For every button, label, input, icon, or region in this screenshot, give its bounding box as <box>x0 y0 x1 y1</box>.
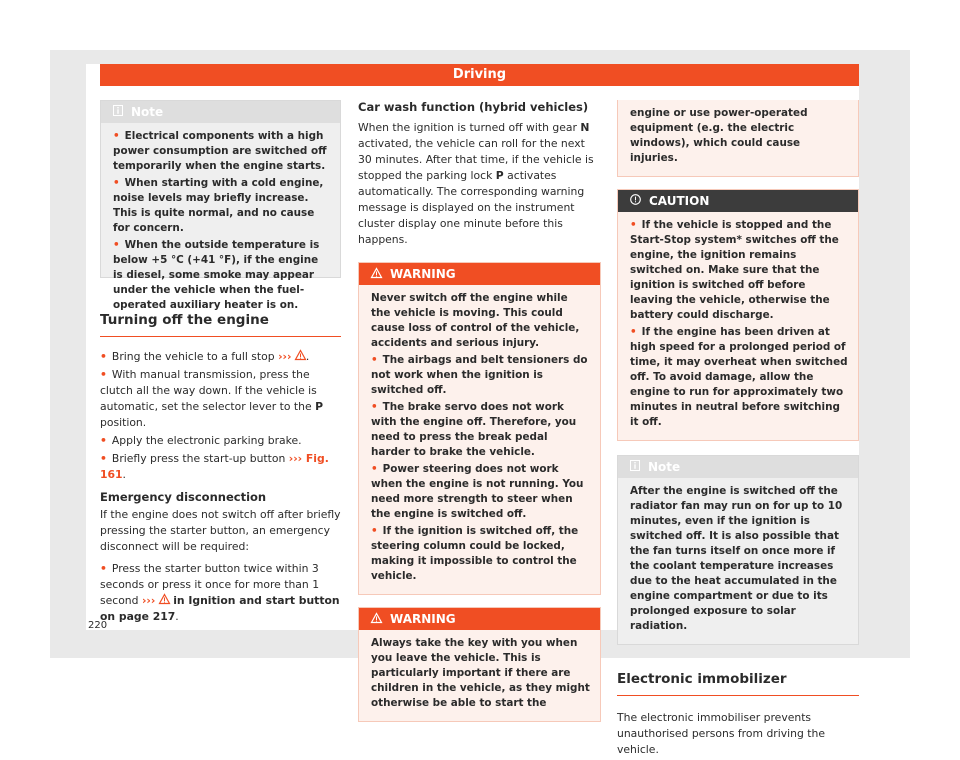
page-number: 220 <box>88 620 108 631</box>
car-wash-title: Car wash function (hybrid vehicles) <box>358 100 589 114</box>
cross-reference-link[interactable]: ››› <box>278 350 292 363</box>
warning-triangle-icon <box>371 608 382 630</box>
warning-label: WARNING <box>390 612 456 626</box>
warning-triangle-icon <box>159 594 170 607</box>
info-icon <box>630 456 640 478</box>
warning-triangle-icon <box>371 263 382 285</box>
note-box <box>617 455 859 645</box>
warning-body <box>359 630 600 721</box>
caution-box <box>617 189 859 441</box>
note-body <box>101 123 340 323</box>
note-text: After the engine is switched off the radiator fan may run on for up to 10 minutes, even if the ignition is switched off. It is also possible that the fan turns itself on once more if the coolant temperature increases due to the heat accumulated in the engine compartment or due to its prolonged exposure to solar radiation. <box>630 485 843 632</box>
list-item: • With manual transmission, press the clutch all the way down. If the vehicle is automatic, set the selector lever to the P position. <box>100 367 341 431</box>
caution-icon <box>630 190 641 212</box>
warning-triangle-icon <box>295 350 306 363</box>
list-item: • Apply the electronic parking brake. <box>100 433 341 449</box>
warning-text: Always take the key with you when you leave the vehicle. This is particularly important if there are children in the vehicle, as they might otherwise be able to start the <box>371 637 590 709</box>
note-label: Note <box>648 460 681 474</box>
immobilizer-text: The electronic immobiliser prevents unauthorised persons from driving the vehicle. <box>617 711 825 756</box>
note-header <box>618 456 858 478</box>
figure-reference-link[interactable]: ››› Fig. 161 <box>100 452 329 481</box>
warning-body <box>618 100 858 176</box>
note-label: Note <box>131 105 164 119</box>
warning-header <box>359 263 600 285</box>
note-item: • When the outside temperature is below +5 °C (+41 °F), if the engine is diesel, some smoke may appear under the vehicle when the fuel-operated auxiliary heater is on. <box>113 238 330 313</box>
cross-reference-link[interactable]: ››› <box>141 594 156 607</box>
caution-label: CAUTION <box>649 194 710 208</box>
info-icon <box>113 101 123 123</box>
emergency-text: If the engine does not switch off after briefly pressing the starter button, an emergency disconnect will be required: <box>100 508 341 553</box>
car-wash-text: When the ignition is turned off with gear N activated, the vehicle can roll for the next 30 minutes. After that time, if the vehicle is stopped the parking lock P activates automatically. The corresponding warning message is displayed on the instrument cluster display one minute before this happens. <box>358 121 594 246</box>
caution-item: • If the engine has been driven at high speed for a prolonged period of time, it may overheat when switched off. To avoid damage, allow the engine to run for approximately two minutes in neutral before switching it off. <box>630 325 848 430</box>
emergency-title: Emergency disconnection <box>100 490 267 504</box>
caution-header <box>618 190 858 212</box>
warning-body <box>359 285 600 594</box>
warning-header <box>359 608 600 630</box>
turning-off-body <box>100 349 341 625</box>
warning-text: engine or use power-operated equipment (e.g. the electric windows), which could cause injuries. <box>630 107 808 164</box>
list-item: • Bring the vehicle to a full stop ››› . <box>100 349 341 365</box>
warning-intro: Never switch off the engine while the vehicle is moving. This could cause loss of control of the vehicle, accidents and serious injury. <box>371 292 580 349</box>
warning-item: • If the ignition is switched off, the steering column could be locked, making it impossible to control the vehicle. <box>371 524 590 584</box>
note-header <box>101 101 340 123</box>
column-left <box>100 100 341 627</box>
note-body <box>618 478 858 644</box>
page-reference-link[interactable]: in Ignition and start button on page 217 <box>100 594 340 623</box>
warning-item: • The brake servo does not work with the engine off. Therefore, you need to press the break pedal harder to brake the vehicle. <box>371 400 590 460</box>
warning-item: • Power steering does not work when the engine is not running. You need more strength to steer when the engine is switched off. <box>371 462 590 522</box>
warning-box <box>358 262 601 595</box>
note-box <box>100 100 341 311</box>
section-title-turning-off: Turning off the engine <box>100 312 341 337</box>
warning-label: WARNING <box>390 267 456 281</box>
warning-box <box>358 607 601 722</box>
list-item: • Press the starter button twice within 3 seconds or press it once for more than 1 second ››› in Ignition and start button on page 217. <box>100 561 341 625</box>
section-title-immobilizer: Electronic immobilizer <box>617 671 859 696</box>
caution-body <box>618 212 858 440</box>
column-right <box>617 100 859 760</box>
warning-box-continued <box>617 100 859 177</box>
chapter-header: Driving <box>100 64 859 86</box>
list-item: • Briefly press the start-up button ››› Fig. 161. <box>100 451 341 483</box>
note-item: • When starting with a cold engine, noise levels may briefly increase. This is quite normal, and no cause for concern. <box>113 176 330 236</box>
column-middle <box>358 100 601 722</box>
caution-item: • If the vehicle is stopped and the Start-Stop system* switches off the engine, the ignition remains switched on. Make sure that the ignition is switched off before leaving the vehicle, otherwise the battery could discharge. <box>630 218 848 323</box>
warning-item: • The airbags and belt tensioners do not work when the ignition is switched off. <box>371 353 590 398</box>
note-item: • Electrical components with a high power consumption are switched off temporarily when the engine starts. <box>113 129 330 174</box>
